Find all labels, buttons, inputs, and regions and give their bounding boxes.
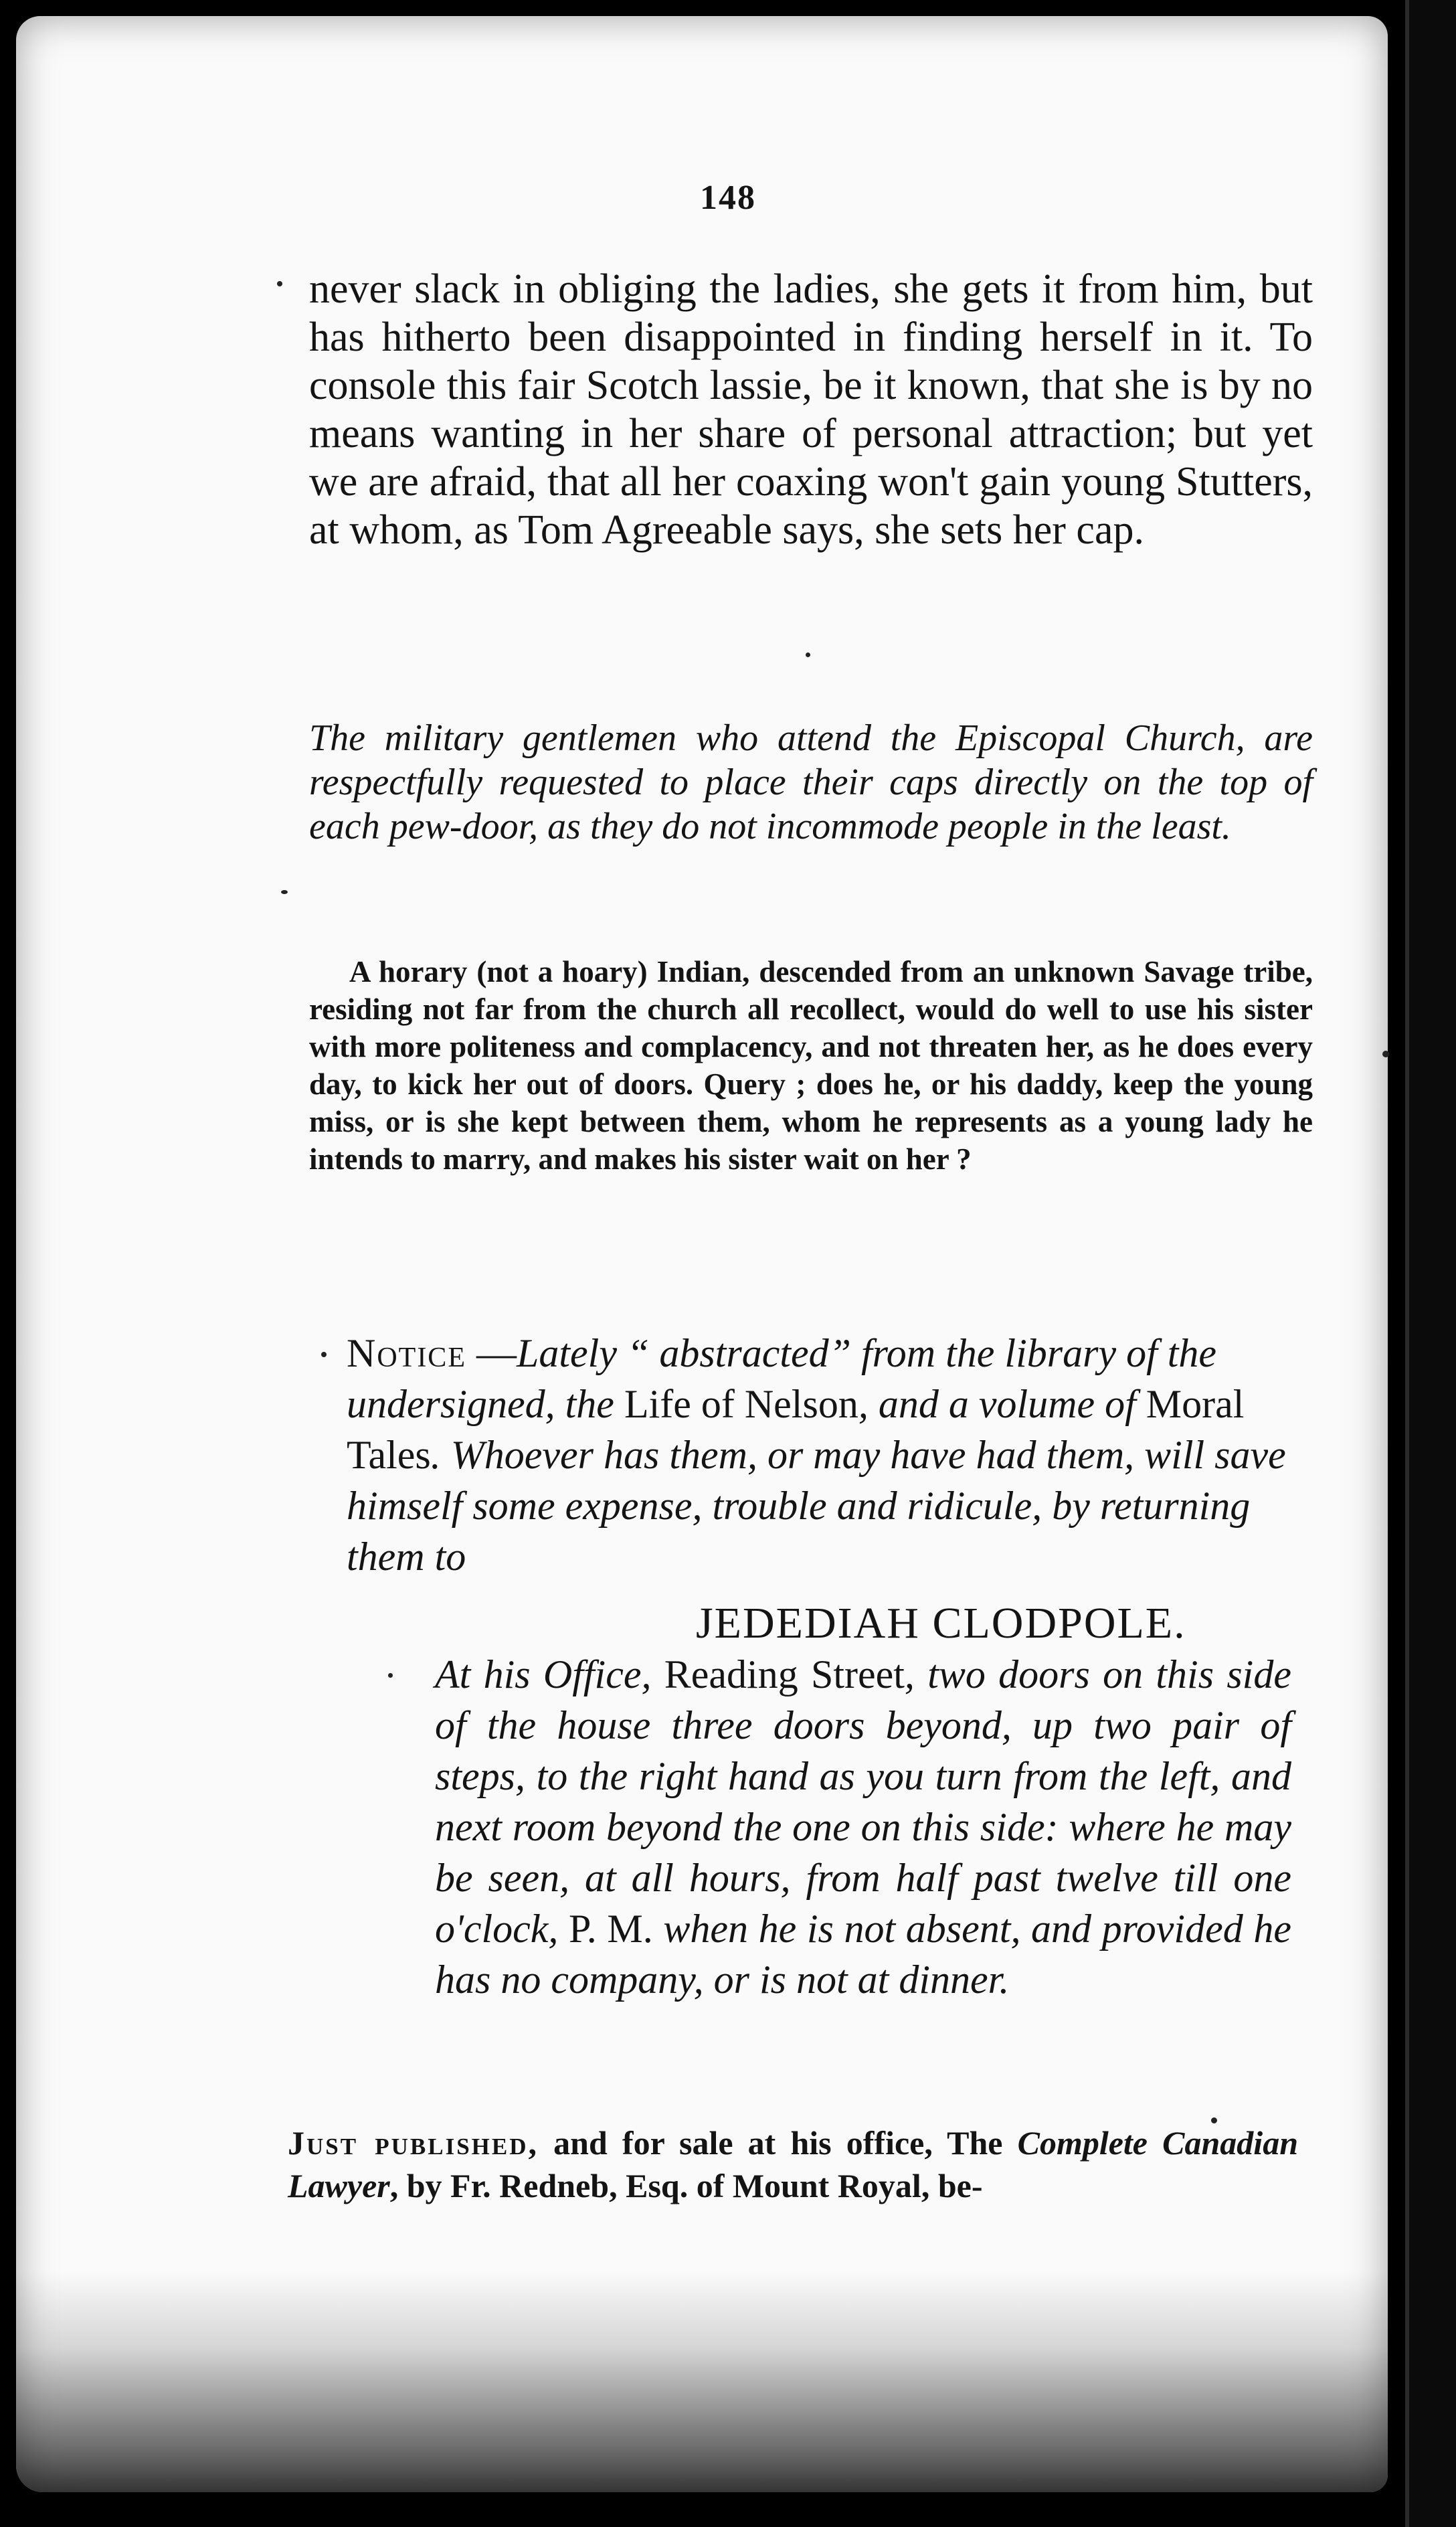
address-time: P. M. bbox=[569, 1907, 653, 1951]
paragraph-horary-indian-text: A horary (not a hoary) Indian, descended from an unknown Savage tribe, residing not far from the church all recollect, would do well to use his sister with more politeness and complacency, and not threaten her, as he does every day, to kick her out of doors. Query ; does he, or his daddy, keep the young miss, or is she kept between them, whom he represents as a young lady he intends to marry, and makes his sister wait on her ? bbox=[309, 955, 1313, 1176]
page-number: 148 bbox=[700, 179, 756, 217]
address-part-1: At his Office, bbox=[435, 1652, 664, 1696]
address-part-3: when he is not absent, and provided he has no company, or is not at dinner. bbox=[435, 1907, 1291, 2002]
binding-edge bbox=[1405, 0, 1456, 2527]
paragraph-military-gentlemen: The military gentlemen who attend the Episcopal Church, are respectfully requested to place their caps directly on the top of each pew-door, as they do not incommode people in the least. bbox=[309, 717, 1313, 847]
advert-title: Complete Canadian Lawyer bbox=[288, 2124, 1299, 2204]
ink-speck bbox=[321, 1352, 327, 1357]
address-street: Reading Street bbox=[664, 1652, 905, 1696]
notice-text-3: . Whoever has them, or may have had them, will save himself some expense, trouble and ridicule, by returning them to bbox=[347, 1433, 1286, 1579]
ink-speck bbox=[1382, 1051, 1389, 1057]
ink-speck bbox=[388, 1673, 393, 1678]
advert-paragraph bbox=[288, 2121, 1298, 2207]
advert-text-2: , by Fr. Redneb, Esq. of Mount Royal, be- bbox=[389, 2167, 983, 2204]
notice-signature: JEDEDIAH CLODPOLE. bbox=[696, 1599, 1186, 1648]
advert-lead: Just published, bbox=[288, 2124, 539, 2162]
notice-paragraph bbox=[309, 1328, 1310, 1582]
ink-speck bbox=[1211, 2117, 1217, 2123]
paragraph-scotch-lassie: never slack in obliging the ladies, she gets it from him, but has hitherto been disappointed in finding herself in it. To console this fair Scotch lassie, be it known, that she is by no means wanting in her share of personal attraction; but yet we are afraid, that all her coaxing won't gain young Stutters, at whom, as Tom Agreeable says, she sets her cap. bbox=[309, 266, 1313, 553]
ink-speck bbox=[281, 890, 288, 894]
ink-speck bbox=[806, 652, 810, 657]
notice-dash: — bbox=[466, 1331, 517, 1375]
notice-text-1: Lately “ abstracted” from the library of the undersigned, the bbox=[347, 1331, 1217, 1426]
notice-label: Notice bbox=[347, 1331, 466, 1375]
notice-book-2: Moral Tales bbox=[347, 1382, 1245, 1477]
notice-book-1: Life of Nelson bbox=[624, 1382, 858, 1426]
advert-text-1: and for sale at his office, The bbox=[539, 2124, 1018, 2162]
page-shadow bbox=[16, 2271, 1388, 2492]
address-part-2: , two doors on this side of the house three doors beyond, up two pair of steps, to the right hand as you turn from the left, and next room beyond the one on this side: where he may be seen, at all hours, from half past twelve till one o'clock, bbox=[435, 1652, 1291, 1951]
paragraph-horary-indian bbox=[309, 953, 1313, 1178]
ink-speck bbox=[277, 281, 282, 286]
notice-text-2: , and a volume of bbox=[858, 1382, 1146, 1426]
notice-address bbox=[435, 1649, 1291, 2005]
